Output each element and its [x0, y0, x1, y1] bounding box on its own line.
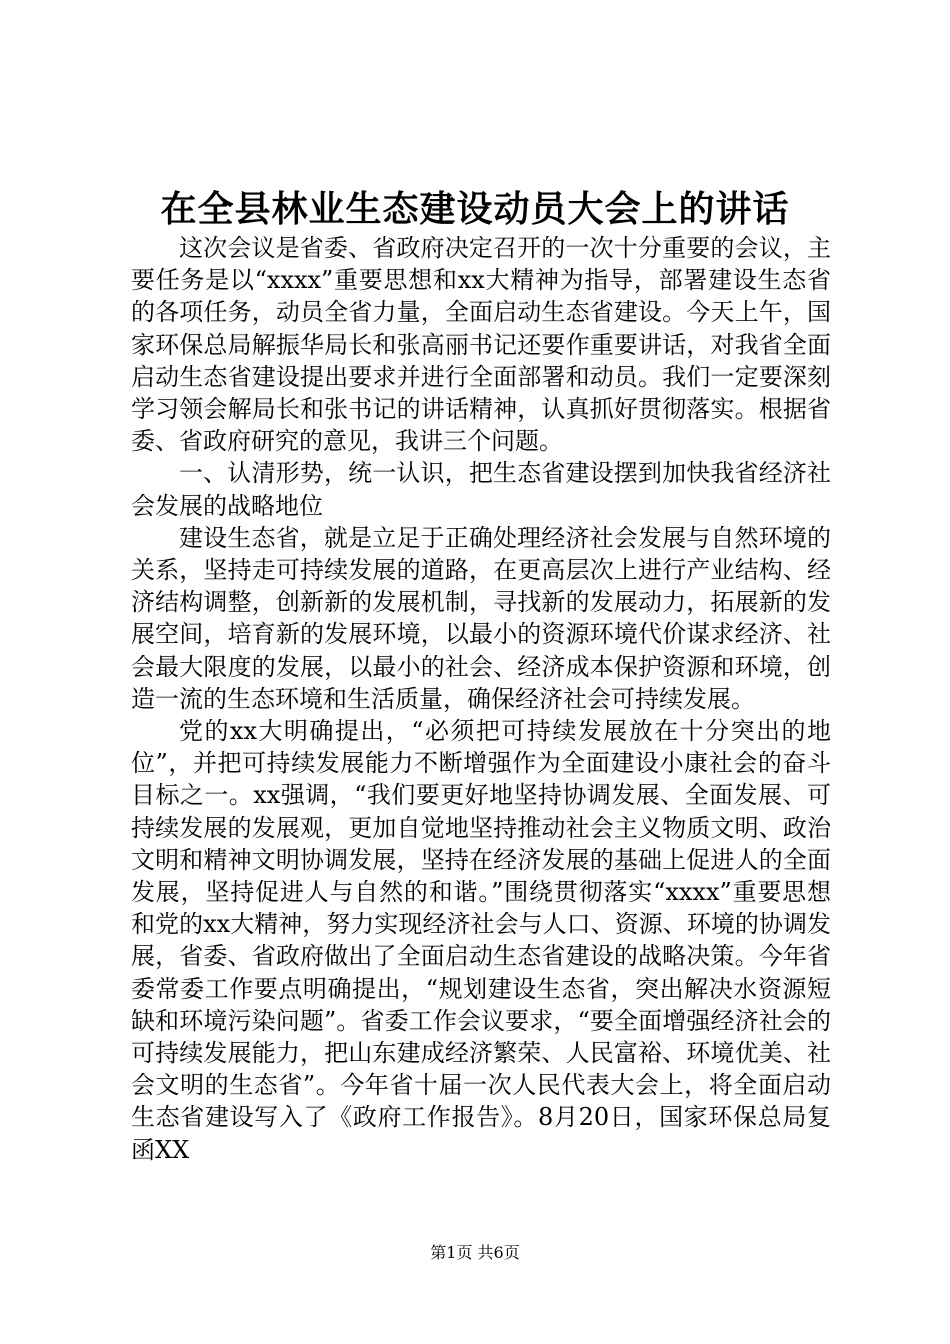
- page-footer: 第1页 共6页: [430, 1243, 520, 1262]
- document-title: 在全县林业生态建设动员大会上的讲话: [160, 188, 790, 230]
- body-paragraph: 建设生态省，就是立足于正确处理经济社会发展与自然环境的关系，坚持走可持续发展的道路，在更高层次上进行产业结构、经济结构调整，创新新的发展机制，寻找新的发展动力，拓展新的发展空间，培育新的发展环境，以最小的资源环境代价谋求经济、社会最大限度的发展，以最小的社会、经济成本保护资源和环境，创造一流的生态环境和生活质量，确保经济社会可持续发展。: [131, 523, 831, 713]
- section-heading: 一、认清形势，统一认识，把生态省建设摆到加快我省经济社会发展的战略地位: [131, 459, 831, 520]
- body-paragraph: 党的xx大明确提出，“必须把可持续发展放在十分突出的地位”，并把可持续发展能力不断增强作为全面建设小康社会的奋斗目标之一。xx强调，“我们要更好地坚持协调发展、全面发展、可持续发展的发展观，更加自觉地坚持推动社会主义物质文明、政治文明和精神文明协调发展，坚持在经济发展的基础上促进人的全面发展，坚持促进人与自然的和谐。”围绕贯彻落实“xxxx”重要思想和党的xx大精神，努力实现经济社会与人口、资源、环境的协调发展，省委、省政府做出了全面启动生态省建设的战略决策。今年省委常委工作要点明确提出，“规划建设生态省，突出解决水资源短缺和环境污染问题”。省委工作会议要求，“要全面增强经济社会的可持续发展能力，把山东建成经济繁荣、人民富裕、环境优美、社会文明的生态省”。今年省十届一次人民代表大会上，将全面启动生态省建设写入了《政府工作报告》。8月20日，国家环保总局复函XX: [131, 717, 831, 1164]
- body-paragraph: 这次会议是省委、省政府决定召开的一次十分重要的会议，主要任务是以“xxxx”重要思想和xx大精神为指导，部署建设生态省的各项任务，动员全省力量，全面启动生态省建设。今天上午，国家环保总局解振华局长和张高丽书记还要作重要讲话，对我省全面启动生态省建设提出要求并进行全面部署和动员。我们一定要深刻学习领会解局长和张书记的讲话精神，认真抓好贯彻落实。根据省委、省政府研究的意见，我讲三个问题。: [131, 234, 831, 456]
- document-body: [131, 232, 831, 1166]
